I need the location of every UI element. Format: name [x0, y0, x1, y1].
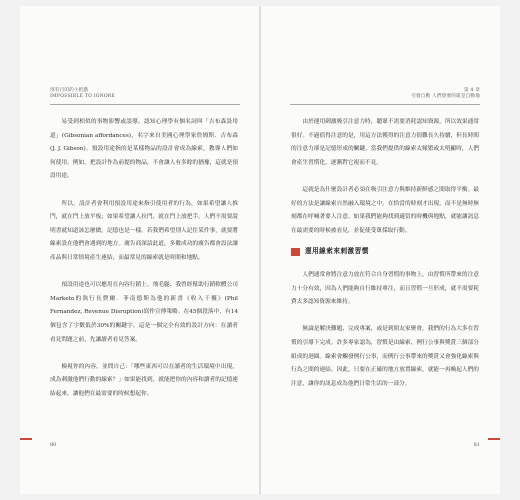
chapter-title: 引發自動 人們想要的就是自動地 [411, 94, 480, 99]
paragraph: 檢視你的內容，並問自己：「哪些東西可以在讀者的生活環境中出現，成為刺激他們行動的線索？」如果能找到，就能把你的內容和讀者的記憶連結起來，讓他們在最需要的時候想起你。 [50, 363, 238, 397]
left-body-text [50, 116, 238, 401]
page-number-right: 81 [473, 442, 480, 448]
section-heading [291, 245, 479, 259]
running-header-left [50, 88, 115, 100]
header-rule [290, 104, 480, 105]
paragraph: 這就是為什麼設計者必須在吸引注意力與維持新鮮感之間取得平衡。最好的方法是讓線索自然融入環境之中，在恰當的時刻才出現，而不是無時無刻都在呼喊著要人注意。如果我們能夠找到適當的時機與地點，就能讓訊息在最需要的時候被看見，並促使受眾採取行動。 [291, 186, 479, 234]
right-body-text [291, 116, 479, 391]
header-rule [50, 104, 240, 105]
right-page [261, 6, 500, 494]
page-edge-marker-right [488, 438, 500, 440]
paragraph: 易受到相似的事物影響或誤導，認知心理學有個名詞叫「吉布森設用道」(Gibsonian affordances)，名字來自美國心理學家詹姆斯．吉布森(J. J. Gibson)。預設用途指的是某樣物品的設計會成為線索，教導人們如何使用。例如，把設計作為前提的物品，不會讓人有多餘的猶豫，這就是預設用途。 [50, 119, 238, 180]
section-title: 運用線索來刺激習慣 [305, 247, 369, 256]
paragraph: 無論是解決難題、完成專案，或是到朋友家聚會，我們的行為大多在習慣的引導下完成。許多專家認為，習慣是由線索、例行公事與獎賞三個部分組成的迴圈。線索會觸發例行公事，而例行公事帶來的獎賞又會強化線索與行為之間的連結。因此，只要在正確的地方放置線索，就能一再喚起人們的注意，讓你的訊息成為他們日常生活的一部分。 [291, 326, 479, 387]
paragraph: 人們通常會將注意力放在符合自身習慣的事物上，由習慣所帶來的注意力十分有效，因為人們能夠自行維持專注，而且習慣一旦形成，就不需要耗費太多認知資源來維持。 [291, 271, 479, 306]
section-marker-icon [291, 248, 300, 256]
left-page [20, 6, 259, 494]
page-edge-marker-left [20, 438, 32, 440]
paragraph: 所以，設計者會利用預設用途來指引使用者的行為，如果希望讓人推門，就在門上放平板；如果希望讓人拉門，就在門上放把手。人們不需要說明書就知道該怎麼做。記憶也是一樣，若我們希望別人記住某件事，就要將線索設在他們會遇到的地方。廣告商深諳此道，多數成功的廣告都會設法讓產品與日常情境產生連結，而最常見的線索就是時間和地點。 [50, 200, 238, 261]
paragraph: 預設用途也可以應用在內容行銷上。飛毛腿、我曾經幫助行銷軟體公司Marketo的執行長費爾．菲南德斯為他的新書《收入干擾》(Phil Fernandez, Revenue Disruption)寫作宣傳策略。在45個段落中，有14個包含了字數低於30%的關鍵字，這是一個完全有效的設計方向：在讀者看見問題之前，先讓讀者看見答案。 [50, 282, 238, 343]
header-title-zh: 別有目的的小把戲 [50, 88, 89, 93]
chapter-number: 第 4 章 [463, 88, 480, 93]
running-header-right [411, 88, 480, 100]
page-number-left: 80 [50, 442, 57, 448]
header-title-en: IMPOSSIBLE TO IGNORE [50, 94, 116, 99]
paragraph: 由於運用刺激吸引注意力時，聽眾不需要消耗認知資源，所以效果通常很好。不過值得注意的是，用這方法獲得的注意力很難長久持續，但長時間的注意力卻是記憶形成的關鍵。當我們提供的線索太頻繁或太明顯時，人們會產生習慣化，逐漸對它視而不見。 [291, 119, 479, 166]
